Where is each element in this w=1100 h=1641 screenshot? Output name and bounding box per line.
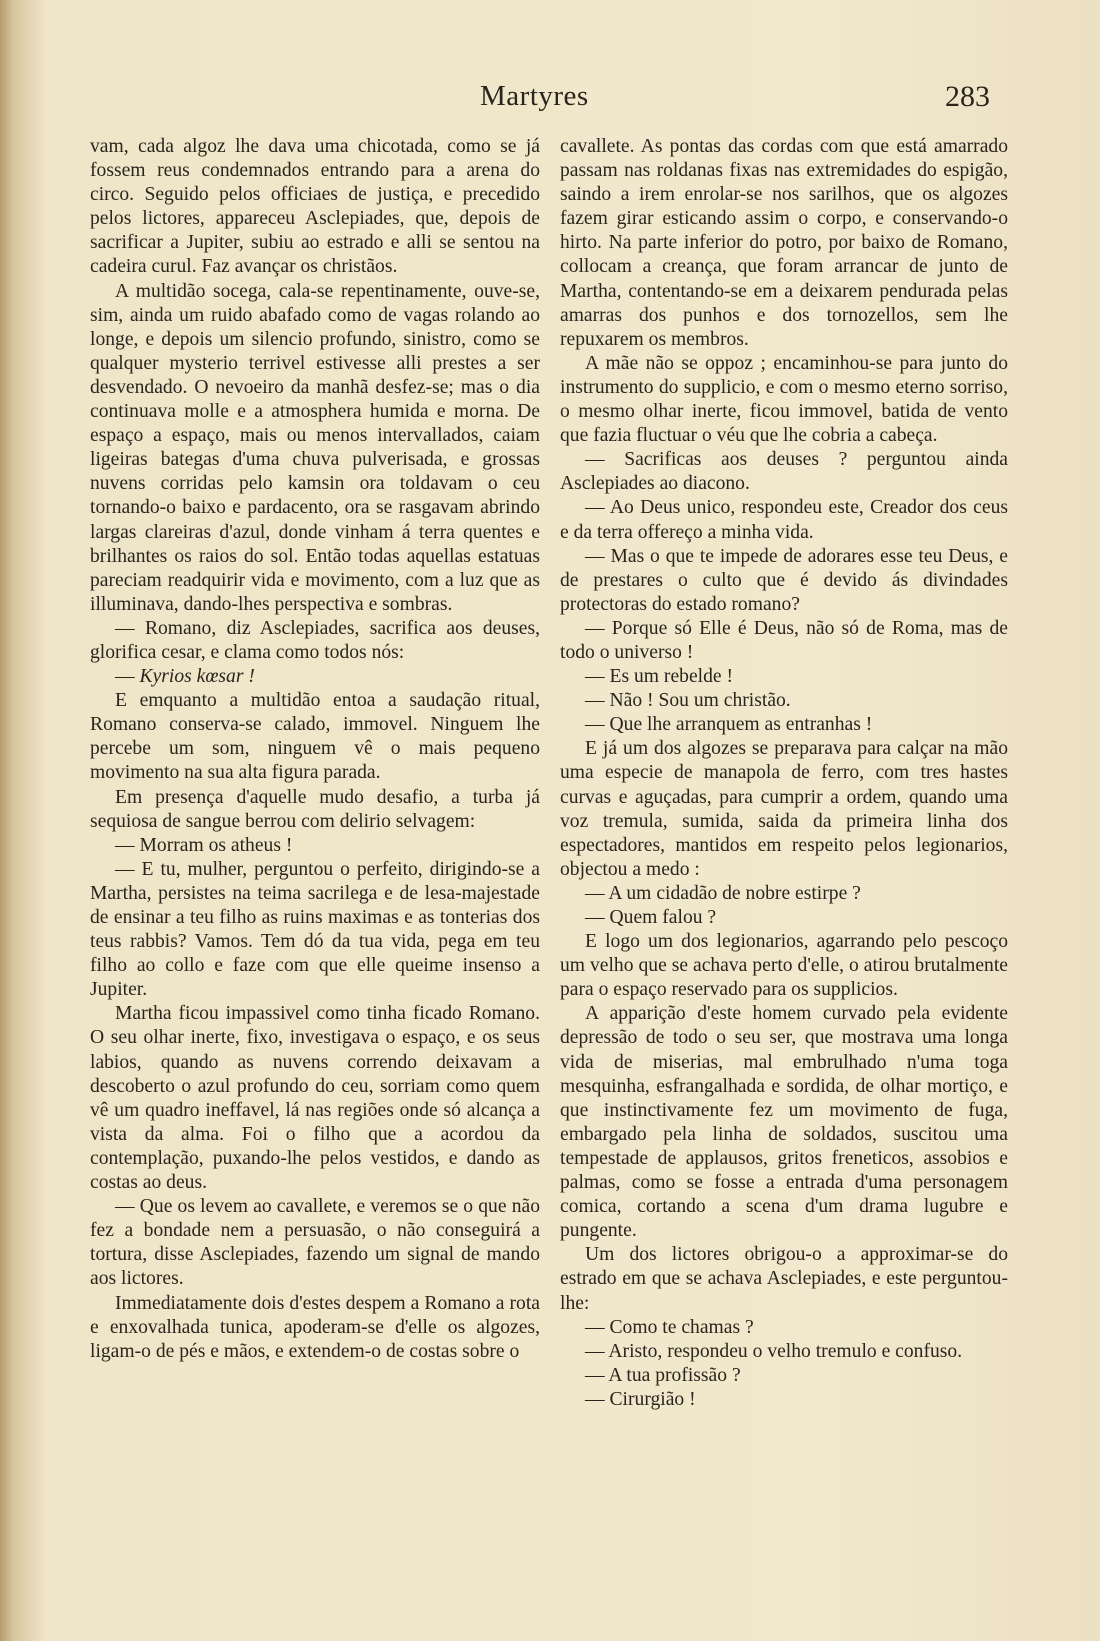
dialogue-line: — Ao Deus unico, respondeu este, Creador dos ceus e da terra offereço a minha vida. [560, 497, 1008, 543]
paragraph: E logo um dos legionarios, agarrando pelo pescoço um velho que se achava perto d'elle, o atirou brutalmente para o espaço reservado para os supplicios. [560, 931, 1008, 1001]
paragraph: Em presença d'aquelle mudo desafio, a turba já sequiosa de sangue berrou com delirio selvagem: [90, 786, 540, 832]
dialogue-line: — Porque só Elle é Deus, não só de Roma, mas de todo o universo ! [560, 617, 1008, 663]
dialogue-line: — Como te chamas ? [585, 1316, 754, 1338]
dialogue-line: — Morram os atheus ! [115, 834, 293, 856]
paragraph: — Que os levem ao cavallete, e veremos se o que não fez a bondade nem a persuasão, o não conseguirá a tortura, disse Asclepiades, fazendo um signal de mando aos lictores. [90, 1196, 540, 1290]
dialogue-line: — A um cidadão de nobre estirpe ? [585, 882, 861, 904]
paragraph: cavallete. As pontas das cordas com que está amarrado passam nas roldanas fixas nas extremidades do espigão, saindo a irem enrolar-se nos sarilhos, que os algozes fazem girar esticando assim o corpo, e conservando-o hirto. Na parte inferior do potro, por baixo de Romano, collocam a creança, que foram arrancar de junto de Martha, contentando-se em a deixarem pendurada pelas amarras dos punhos e dos tornozellos, sem lhe repuxarem os membros. [560, 136, 1008, 350]
dialogue-line: — Não ! Sou um christão. [585, 690, 791, 712]
dialogue-line: — Aristo, respondeu o velho tremulo e confuso. [585, 1340, 963, 1362]
right-column [560, 135, 1008, 1412]
acclamation-line [90, 665, 540, 689]
left-column [90, 135, 540, 1364]
dialogue-line: — Es um rebelde ! [585, 666, 733, 688]
paragraph: — E tu, mulher, perguntou o perfeito, dirigindo-se a Martha, persistes na teima sacrilega e de lesa-majestade de ensinar a teu filho as ruins maximas e as tonterias dos teus rabbis? Vamos. Tem dó da tua vida, pega em teu filho ao collo e faze com que elle queime insenso a Jupiter. [90, 858, 540, 1001]
dialogue-line: — A tua profissão ? [585, 1364, 741, 1386]
paragraph: vam, cada algoz lhe dava uma chicotada, como se já fossem reus condemnados entrando para a arena do circo. Seguido pelos officiaes de justiça, e precedido pelos lictores, appareceu Asclepiades, que, depois de sacrificar a Jupiter, subiu ao estrado e alli se sentou na cadeira curul. Faz avançar os christãos. [90, 136, 540, 278]
dialogue-line: — Que lhe arranquem as entranhas ! [585, 714, 873, 736]
paragraph: Um dos lictores obrigou-o a approximar-se do estrado em que se achava Asclepiades, e este perguntou-lhe: [560, 1244, 1008, 1314]
paragraph: Martha ficou impassivel como tinha ficado Romano. O seu olhar inerte, fixo, investigava o espaço, e os seus labios, quando as nuvens correndo deixavam a descoberto o azul profundo do ceu, sorriam como quem vê um quadro ineffavel, lá nas regiões onde só alcança a vista da alma. Foi o filho que a acordou da contemplação, puxando-lhe pelos vestidos, e dando as costas ao deus. [90, 1003, 540, 1194]
paragraph: A apparição d'este homem curvado pela evidente depressão de todo o seu ser, que mostrava uma longa vida de miserias, mal embrulhado n'uma toga mesquinha, esfrangalhada e sordida, de olhar mortiço, e que instinctivamente fez um movimento de fuga, embargado pela linha de soldados, suscitou uma tempestade de applausos, gritos freneticos, assobios e palmas, como se fosse a entrada d'uma personagem comica, cortando a scena d'um drama lugubre e pungente. [560, 1003, 1008, 1242]
running-header [90, 80, 990, 124]
paragraph: A multidão socega, cala-se repentinamente, ouve-se, sim, ainda um ruido abafado como de vagas rolando ao longe, e depois um silencio profundo, sinistro, como se qualquer mysterio terrivel estivesse alli prestes a ser desvendado. O nevoeiro da manhã desfez-se; mas o dia continuava molle e a atmosphera humida e morna. De espaço a espaço, mais ou menos intervallados, caiam ligeiras bategas d'uma chuva pulverisada, e grossas nuvens corridas pelo kamsin ora toldavam o ceu tornando-o baixo e pardacento, ora se rasgavam abrindo largas clareiras d'azul, donde vinham á terra quentes e brilhantes os raios do sol. Então todas aquellas estatuas pareciam readquirir vida e movimento, com a luz que as illuminava, dando-lhes perspectiva e sombras. [90, 280, 540, 615]
paragraph: A mãe não se oppoz ; encaminhou-se para junto do instrumento do supplicio, e com o mesmo eterno sorriso, o mesmo olhar inerte, ficou immovel, batida de vento que fazia fluctuar o véu que lhe cobria a cabeça. [560, 352, 1008, 447]
page-number: 283 [945, 80, 990, 113]
dialogue-line: — Sacrificas aos deuses ? perguntou ainda Asclepiades ao diacono. [560, 449, 1008, 495]
acclamation-italic: Kyrios kœsar ! [139, 666, 255, 688]
paragraph: — Romano, diz Asclepiades, sacrifica aos deuses, glorifica cesar, e clama como todos nós: [90, 617, 540, 663]
dialogue-line: — Mas o que te impede de adorares esse teu Deus, e de prestares o culto que é devido ás divindades protectoras do estado romano? [560, 545, 1008, 615]
dash: — [115, 666, 140, 688]
dialogue-line: — Quem falou ? [585, 907, 717, 928]
running-title: Martyres [480, 80, 589, 112]
paragraph: E emquanto a multidão entoa a saudação ritual, Romano conserva-se calado, immovel. Ninguem lhe percebe um som, ninguem vê o mais pequeno movimento na sua alta figura parada. [90, 690, 540, 784]
dialogue-line: — Cirurgião ! [585, 1388, 696, 1410]
paragraph: E já um dos algozes se preparava para calçar na mão uma especie de manapola de ferro, com tres hastes curvas e aguçadas, para cumprir a ordem, quando uma voz tremula, sumida, saida da primeira linha dos espectadores, mantidos em respeito pelos legionarios, objectou a medo : [560, 738, 1008, 880]
paragraph: Immediatamente dois d'estes despem a Romano a rota e enxovalhada tunica, apoderam-se d'elle os algozes, ligam-o de pés e mãos, e extendem-o de costas sobre o [90, 1292, 540, 1362]
